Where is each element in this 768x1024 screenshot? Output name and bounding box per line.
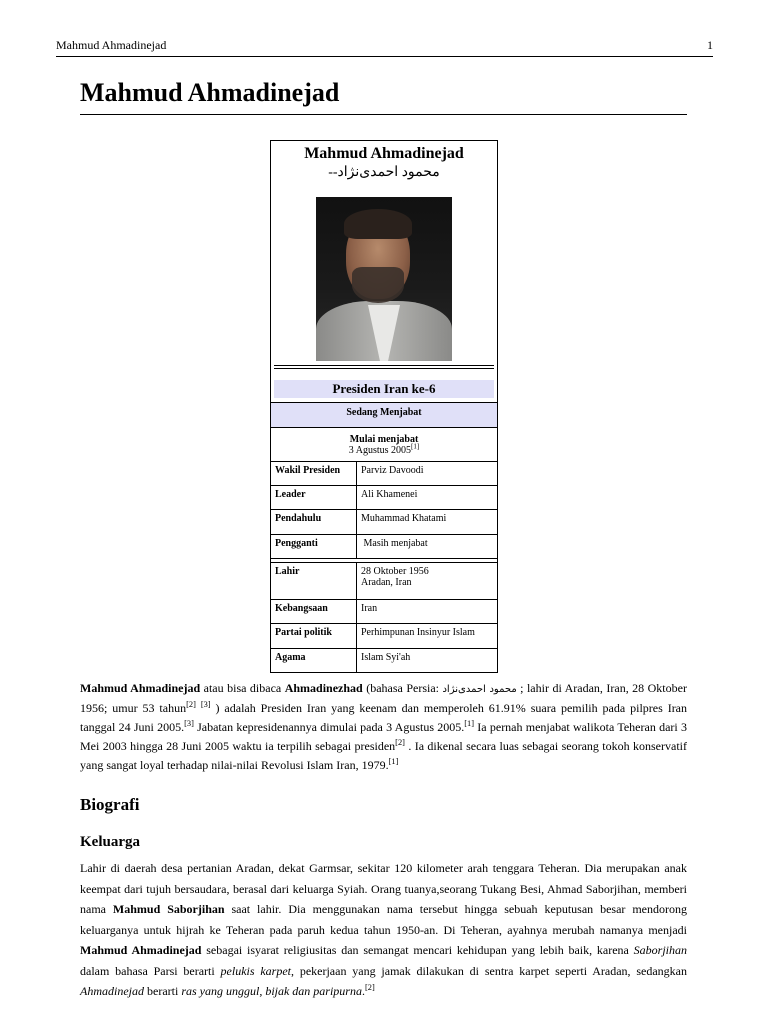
term-meaning: pelukis karpet: [220, 963, 292, 978]
text-run: dalam bahasa Parsi berarti: [80, 963, 221, 978]
infobox-row: [271, 461, 497, 485]
citation-link[interactable]: [2]: [186, 700, 196, 709]
infobox-row: [271, 509, 497, 534]
text-run: sebagai isyarat religiusitas dan semangat mencari kehidupan yang lebih baik, karena: [201, 943, 634, 957]
persian-name: محمود احمدی‌نژاد: [442, 684, 517, 695]
infobox-key: Agama: [271, 649, 357, 672]
term-start-value: 3 Agustus 2005: [348, 445, 412, 456]
citation-link[interactable]: [2]: [364, 983, 375, 992]
infobox-divider: [274, 365, 494, 369]
birth-date: 28 Oktober 1956: [361, 566, 429, 577]
text-run: Ia pernah menjabat walikota Teheran dari 3 Mei 2003 hingga 28 Juni 2005 waktu ia terpilih sebagai presiden: [80, 720, 687, 753]
infobox-key: Lahir: [271, 563, 357, 599]
birth-place[interactable]: Aradan, Iran: [361, 577, 412, 588]
text-run: atau bisa dibaca: [200, 681, 285, 695]
page-number: 1: [707, 38, 713, 52]
infobox-value[interactable]: Perhimpunan Insinyur Islam: [361, 627, 475, 638]
infobox-row: [271, 485, 497, 509]
text-run: ) adalah Presiden Iran yang keenam dan memperoleh 61.91% suara pemilih pada pilpres Iran tanggal 24 Juni 2005.: [80, 701, 688, 734]
infobox-office: Presiden Iran ke-6: [274, 380, 494, 398]
infobox-value: [357, 563, 497, 599]
infobox-key: Leader: [271, 486, 357, 509]
term-ahmadinejad: Ahmadinejad: [80, 984, 144, 998]
term-saborjihan: Saborjihan: [633, 943, 687, 957]
text-run: Lahir di daerah desa pertanian Aradan, dekat Garmsar, sekitar 120 kilometer arah tenggara Teheran. Dia merupakan anak keempat dari tujuh bersaudara, berasal dari keluarga Syiah. Orang tuanya,seorang Tukang Besi, Ahmad Saborjihan, memberi nama: [80, 861, 687, 916]
page-title: Mahmud Ahmadinejad: [80, 78, 687, 115]
infobox-row: [271, 599, 497, 623]
photo-beard: [352, 267, 404, 303]
new-name: Mahmud Ahmadinejad: [80, 943, 202, 957]
infobox-row-birth: [271, 562, 497, 599]
text-run: .: [361, 984, 365, 998]
text-run: saat lahir. Dia menggunakan nama tersebut hingga sebuah keputusan besar mendorong keluarganya untuk hijrah ke Teheran pada paruh kedua tahun 1950-an. Di Teheran, ayahnya merubah namanya menjadi: [80, 902, 687, 937]
text-run: berarti: [144, 984, 182, 998]
infobox-value[interactable]: Muhammad Khatami: [361, 513, 447, 524]
infobox-key: Pengganti: [271, 535, 357, 558]
subject-name: Mahmud Ahmadinejad: [80, 681, 201, 695]
term-meaning: ras yang unggul, bijak dan paripurna: [181, 984, 362, 998]
infobox-value[interactable]: Iran: [361, 603, 378, 614]
infobox-value: Masih menjabat: [361, 538, 428, 549]
text-run: (bahasa Persia:: [362, 681, 443, 695]
citation-link[interactable]: [1]: [388, 757, 399, 766]
text-run: , pekerjaan yang jamak dilakukan di sentra karpet seperti Aradan, sedangkan: [291, 963, 688, 978]
citation-link[interactable]: [1]: [464, 719, 475, 728]
family-paragraph: [80, 858, 687, 1002]
infobox-value[interactable]: Ali Khamenei: [361, 489, 418, 500]
infobox-native-name: محمود احمدی‌نژاد--: [328, 165, 440, 180]
infobox-key: Partai politik: [271, 624, 357, 648]
infobox-row: [271, 648, 497, 672]
citation-link[interactable]: [3]: [184, 719, 194, 728]
text-run: . Ia dikenal secara luas sebagai seorang tokoh konservatif yang sangat loyal terhadap nilai-nilai Revolusi Islam Iran, 1979.: [80, 739, 687, 772]
running-header: [56, 38, 713, 57]
infobox-term-start: [271, 427, 497, 461]
citation-link[interactable]: [1]: [411, 442, 420, 451]
infobox-key: Wakil Presiden: [271, 462, 357, 485]
infobox-key: Kebangsaan: [271, 600, 357, 623]
citation-link[interactable]: [3]: [200, 700, 211, 709]
infobox-row: [271, 534, 497, 558]
infobox-status: Sedang Menjabat: [271, 402, 497, 427]
infobox-value[interactable]: Parviz Davoodi: [361, 465, 424, 476]
birth-name: Mahmud Saborjihan: [112, 902, 225, 916]
infobox: [270, 140, 498, 673]
running-title: Mahmud Ahmadinejad: [56, 38, 167, 52]
intro-paragraph: [80, 679, 687, 775]
alternate-name: Ahmadinezhad: [284, 681, 363, 695]
text-run: ; lahir di Aradan, Iran, 28 Oktober 1956; umur 53 tahun: [80, 681, 687, 715]
infobox-key: Pendahulu: [271, 510, 357, 534]
photo-hair: [344, 209, 412, 239]
text-run: Jabatan kepresidenannya dimulai pada 3 Agustus 2005.: [193, 720, 465, 734]
term-start-label: Mulai menjabat: [349, 434, 419, 445]
infobox-row: [271, 623, 497, 648]
portrait-photo: [316, 197, 452, 361]
infobox-value[interactable]: Islam Syi'ah: [361, 652, 411, 663]
section-heading-biografi: Biografi: [80, 795, 140, 814]
subsection-heading-keluarga: Keluarga: [80, 834, 140, 850]
citation-link[interactable]: [2]: [395, 738, 405, 747]
infobox-name: Mahmud Ahmadinejad: [304, 145, 464, 162]
term-start-date: [271, 442, 497, 456]
